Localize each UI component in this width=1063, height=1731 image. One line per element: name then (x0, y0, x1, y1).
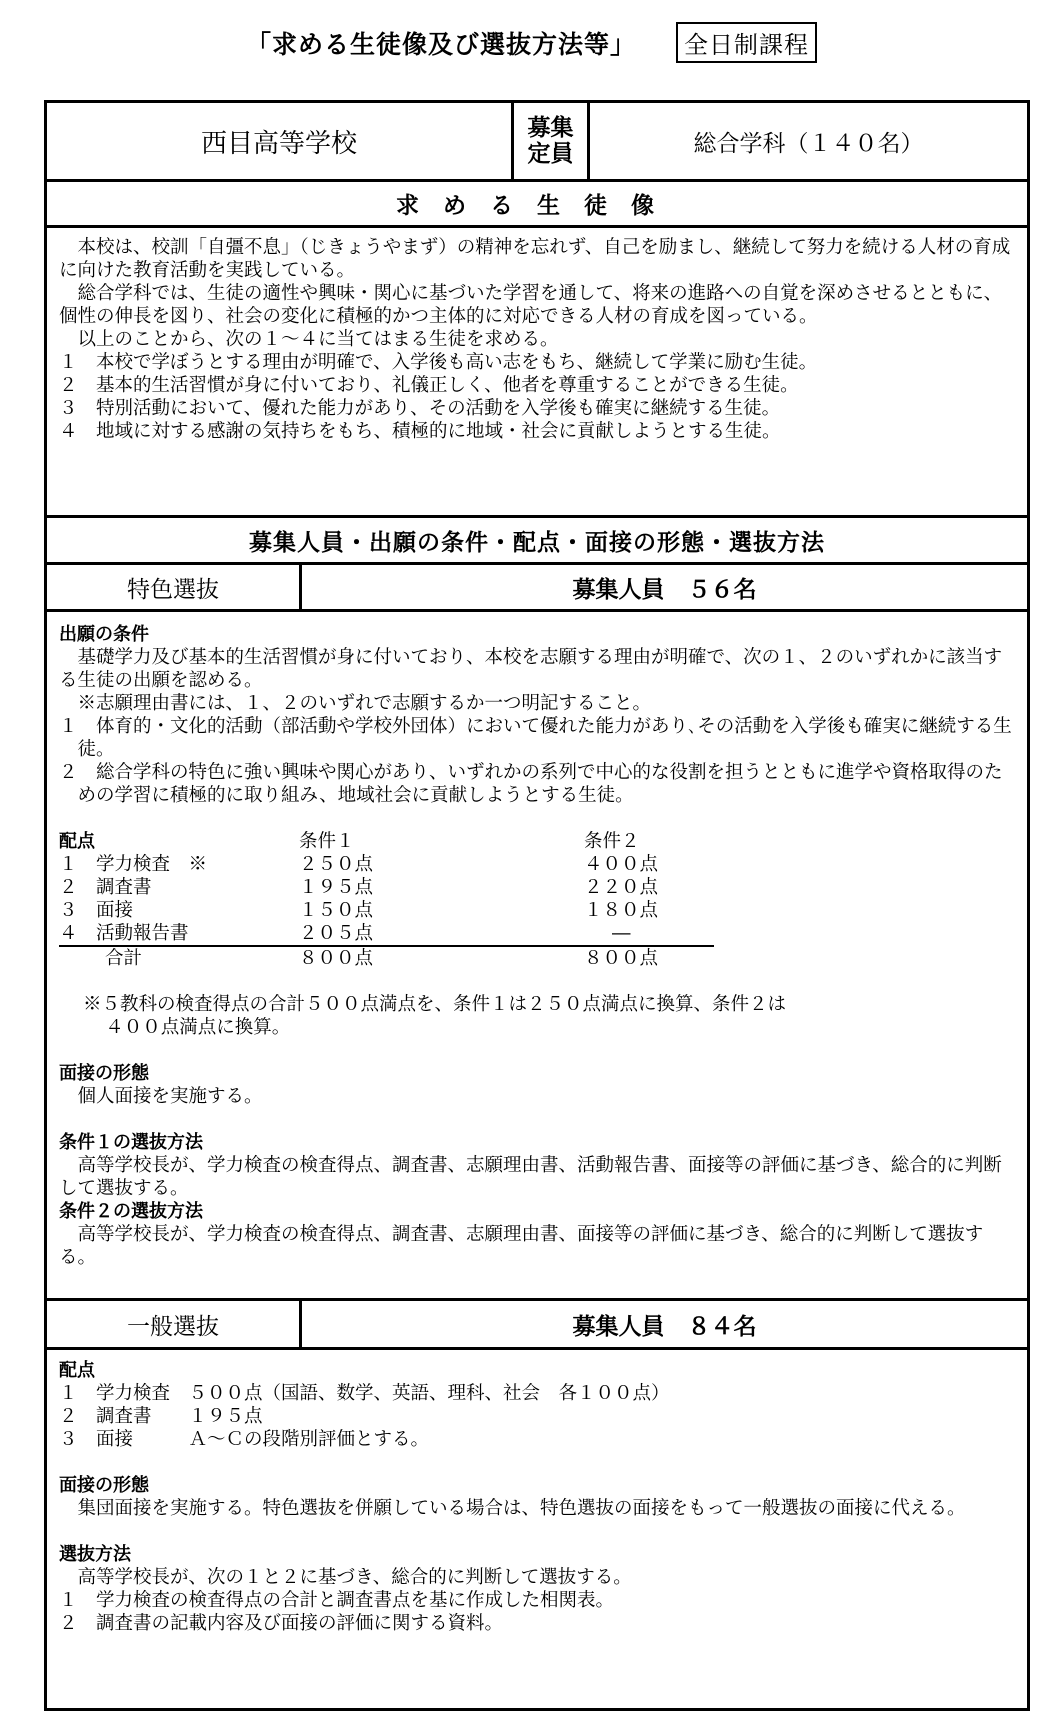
score-heading: 配点 (59, 831, 95, 852)
general-method-intro: 高等学校長が、次の１と２に基づき、総合的に判断して選抜する。 (77, 1567, 632, 1588)
score-note-line2: ４００点満点に換算。 (105, 1017, 291, 1038)
score-total-c2: ８００点 (584, 946, 714, 970)
selection-heading: 募集人員・出願の条件・配点・面接の形態・選抜方法 (249, 529, 825, 556)
profile-item-2: ２ 基本的生活習慣が身に付いており、礼儀正しく、他者を尊重することができる生徒。 (59, 375, 799, 396)
recruit-label (514, 103, 587, 179)
profile-paragraph-2: 総合学科では、生徒の適性や興味・関心に基づいた学習を通して、将来の進路への自覚を深めさせるとともに、個性の伸長を図り、社会の変化に積極的かつ主体的に対応できる人材の育成を図っている。 (59, 283, 1003, 327)
score-c2: １８０点 (584, 900, 659, 921)
general-method-heading: 選抜方法 (59, 1544, 131, 1565)
score-c1: ２０５点 (299, 923, 374, 944)
general-score-item-3: ３ 面接 Ａ～Ｃの段階別評価とする。 (59, 1429, 430, 1450)
score-total-label: 合計 (59, 946, 299, 970)
profile-paragraph-3: 以上のことから、次の１～４に当てはまる生徒を求める。 (77, 329, 559, 350)
special-selection-label: 特色選抜 (127, 576, 219, 603)
condition-item-1: １ 体育的・文化的活動（部活動や学校外団体）において優れた能力があり､その活動を入学後も確実に継続する生徒。 (59, 716, 1012, 760)
score-c1: ２５０点 (299, 854, 374, 875)
score-note-line1: ※５教科の検査得点の合計５００点満点を、条件１は２５０点満点に換算、条件２は (83, 994, 787, 1015)
score-item: ３ 面接 (59, 900, 134, 921)
admission-table (44, 100, 1030, 1711)
general-method-item-1: １ 学力検査の検査得点の合計と調査書点を基に作成した相関表。 (59, 1590, 615, 1611)
special-score-table (59, 830, 714, 970)
general-score-heading: 配点 (59, 1360, 95, 1381)
score-total-c1: ８００点 (299, 946, 584, 970)
condition-item-2: ２ 総合学科の特色に強い興味や関心があり、いずれかの系列で中心的な役割を担うとともに進学や資格取得のための学習に積極的に取り組み、地域社会に貢献しようとする生徒。 (59, 762, 1003, 806)
recruit-label-line2: 定員 (527, 141, 574, 167)
score-item: １ 学力検査 ※ (59, 854, 208, 875)
recruit-label-line1: 募集 (527, 115, 574, 141)
profile-heading: 求める生徒像 (396, 193, 678, 219)
score-c2: ２２０点 (584, 877, 659, 898)
profile-item-1: １ 本校で学ぼうとする理由が明確で、入学後も高い志をもち、継続して学業に励む生徒。 (59, 352, 818, 373)
score-col1-header: 条件１ (299, 831, 355, 852)
course-type-badge: 全日制課程 (676, 22, 817, 63)
score-c1: １５０点 (299, 900, 374, 921)
profile-text (59, 236, 1017, 443)
table-row (59, 922, 714, 946)
profile-paragraph-1: 本校は、校訓「自彊不息」（じきょうやまず）の精神を忘れず、自己を励まし、継続して努力を続ける人材の育成に向けた教育活動を実践している。 (59, 237, 1011, 281)
method1-text: 高等学校長が、学力検査の検査得点、調査書、志願理由書、活動報告書、面接等の評価に基づき、総合的に判断して選抜する。 (59, 1155, 1002, 1199)
interview-text: 個人面接を実施する。 (77, 1086, 263, 1107)
course-capacity: 総合学科（１４０名） (693, 130, 924, 157)
conditions-note: ※志願理由書には、１、２のいずれで志願するか一つ明記すること。 (77, 693, 652, 714)
score-c2: ４００点 (584, 854, 659, 875)
profile-item-3: ３ 特別活動において、優れた能力があり、その活動を入学後も確実に継続する生徒。 (59, 398, 781, 419)
table-row (59, 876, 714, 899)
method1-heading: 条件１の選抜方法 (59, 1132, 203, 1153)
conditions-intro: 基礎学力及び基本的生活習慣が身に付いており、本校を志願する理由が明確で、次の１、２のいずれかに該当する生徒の出願を認める。 (59, 647, 1003, 691)
score-item: ４ 活動報告書 (59, 923, 189, 944)
divider (47, 609, 1027, 612)
special-quota: 募集人員 ５６名 (572, 576, 757, 603)
general-details (59, 1359, 1017, 1635)
general-method-item-2: ２ 調査書の記載内容及び面接の評価に関する資料。 (59, 1613, 504, 1634)
score-col2-header: 条件２ (584, 831, 640, 852)
profile-item-4: ４ 地域に対する感謝の気持ちをもち、積極的に地域・社会に貢献しようとする生徒。 (59, 421, 781, 442)
score-c1: １９５点 (299, 877, 374, 898)
general-score-item-1: １ 学力検査 ５００点（国語、数学、英語、理科、社会 各１００点） (59, 1383, 670, 1404)
school-name: 西目高等学校 (200, 128, 357, 159)
general-interview-heading: 面接の形態 (59, 1475, 149, 1496)
method2-text: 高等学校長が、学力検査の検査得点、調査書、志願理由書、面接等の評価に基づき、総合的に判断して選抜する。 (59, 1224, 984, 1268)
document-title (0, 22, 1063, 63)
general-selection-label: 一般選抜 (127, 1313, 219, 1340)
general-interview-text: 集団面接を実施する。特色選抜を併願している場合は、特色選抜の面接をもって一般選抜の面接に代える。 (77, 1498, 966, 1519)
interview-heading: 面接の形態 (59, 1063, 149, 1084)
method2-heading: 条件２の選抜方法 (59, 1201, 203, 1222)
conditions-heading: 出願の条件 (59, 624, 149, 645)
table-row-total (59, 946, 714, 970)
general-quota: 募集人員 ８４名 (572, 1313, 757, 1340)
score-item: ２ 調査書 (59, 877, 152, 898)
general-score-item-2: ２ 調査書 １９５点 (59, 1406, 263, 1427)
divider (47, 1347, 1027, 1350)
title-text: 「求める生徒像及び選抜方法等」 (245, 30, 636, 59)
special-details (59, 623, 1017, 1269)
score-c2: ― (612, 923, 631, 944)
table-row (59, 899, 714, 922)
table-row (59, 853, 714, 876)
divider (47, 225, 1027, 228)
